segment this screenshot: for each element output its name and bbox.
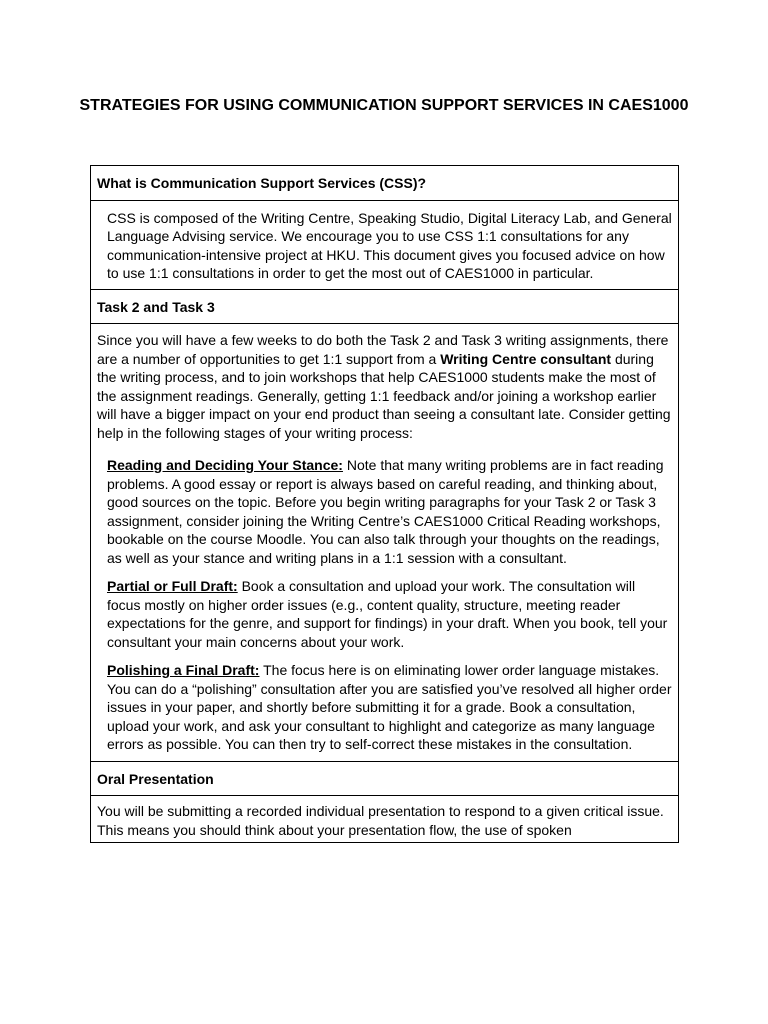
task-body-row bbox=[91, 324, 679, 762]
oral-heading-row bbox=[91, 761, 679, 796]
stage-polishing-label: Polishing a Final Draft: bbox=[107, 662, 260, 678]
task-intro-text-1: Since you will have a few weeks to do both the Task 2 and Task 3 writing assignments, there are a number of opportunities to get 1:1 support from a bbox=[97, 332, 669, 367]
task-heading: Task 2 and Task 3 bbox=[91, 289, 679, 324]
stage-polishing-paragraph bbox=[107, 661, 672, 754]
stage-draft-label: Partial or Full Draft: bbox=[107, 578, 238, 594]
css-body: CSS is composed of the Writing Centre, Speaking Studio, Digital Literacy Lab, and General Language Advising service. We encourage you to use CSS 1:1 consultations for any communication-intensive project at HKU. This document gives you focused advice on how to use 1:1 consultations in order to get the most out of CAES1000 in particular. bbox=[91, 200, 679, 289]
task-heading-row bbox=[91, 289, 679, 324]
task-intro-text-2: during the writing process, and to join workshops that help CAES1000 students make the most of the assignment readings. Generally, getting 1:1 feedback and/or joining a workshop earlier will have a bigger impact on your end product than seeing a consultant late. Consider getting help in the following stages of your writing process: bbox=[97, 350, 671, 441]
stage-draft-paragraph bbox=[107, 577, 672, 651]
css-heading-row bbox=[91, 166, 679, 201]
css-heading: What is Communication Support Services (CSS)? bbox=[91, 166, 679, 201]
stage-reading-label: Reading and Deciding Your Stance: bbox=[107, 457, 343, 473]
page-title: STRATEGIES FOR USING COMMUNICATION SUPPORT SERVICES IN CAES1000 bbox=[79, 97, 689, 114]
stage-reading-text: Note that many writing problems are in fact reading problems. A good essay or report is always based on careful reading, and thinking about, good sources on the topic. Before you begin writing paragraphs for your Task 2 or Task 3 assignment, consider joining the Writing Centre’s CAES1000 Critical Reading workshops, bookable on the course Moodle. You can also talk through your thoughts on the readings, as well as your stance and writing plans in a 1:1 session with a consultant. bbox=[107, 457, 664, 566]
css-body-row bbox=[91, 200, 679, 289]
writing-centre-consultant-emphasis: Writing Centre consultant bbox=[440, 350, 612, 367]
oral-body: You will be submitting a recorded individual presentation to respond to a given critical issue. This means you should think about your presentation flow, the use of spoken bbox=[91, 796, 679, 843]
stage-reading-paragraph bbox=[107, 456, 672, 567]
task-intro-paragraph bbox=[97, 331, 672, 442]
oral-body-row bbox=[91, 796, 679, 843]
stage-polishing-text: The focus here is on eliminating lower order language mistakes. You can do a “polishing” consultation after you are satisfied you’ve resolved all higher order issues in your paper, and shortly before submitting it for a grade. Book a consultation, upload your work, and ask your consultant to highlight and categorize as many language errors as possible. You can then try to self-correct these mistakes in the consultation. bbox=[107, 662, 672, 752]
consultation-strategies-table bbox=[90, 165, 679, 843]
oral-heading: Oral Presentation bbox=[91, 761, 679, 796]
stage-draft-text: Book a consultation and upload your work. The consultation will focus mostly on higher order issues (e.g., content quality, structure, meeting reader expectations for the genre, and support for findings) in your draft. When you book, tell your consultant your main concerns about your work. bbox=[107, 578, 668, 650]
task-body bbox=[91, 324, 679, 762]
